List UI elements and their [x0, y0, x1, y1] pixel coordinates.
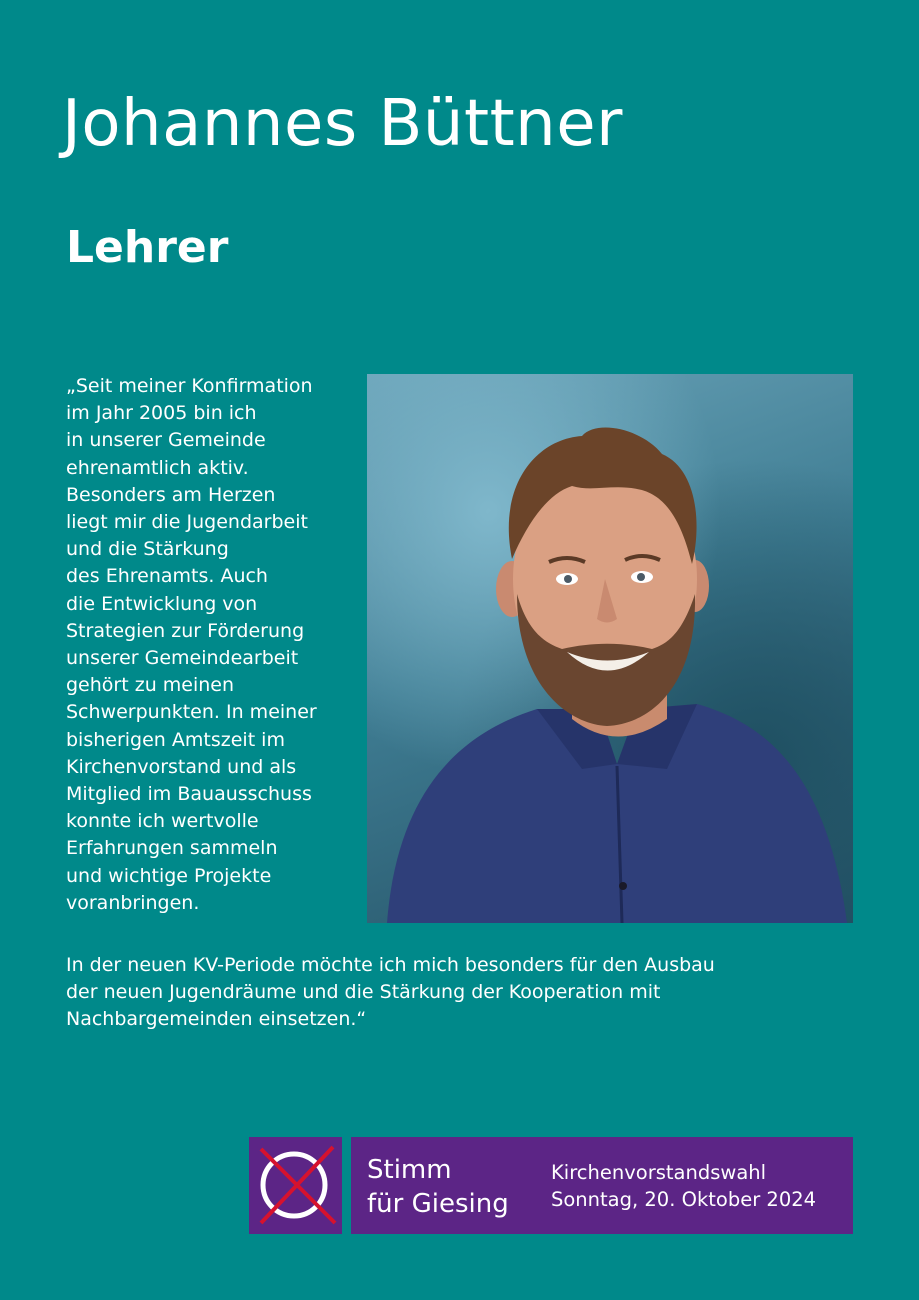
closing-line: der neuen Jugendräume und die Stärkung der Kooperation mit	[66, 981, 661, 1004]
candidate-name: Johannes Büttner	[62, 87, 623, 161]
statement-line: voranbringen.	[66, 891, 200, 914]
statement-line: liegt mir die Jugendarbeit	[66, 511, 308, 534]
candidate-role: Lehrer	[66, 222, 229, 273]
portrait-illustration	[367, 374, 853, 923]
statement-line: Erfahrungen sammeln	[66, 837, 278, 860]
portrait-photo	[367, 374, 853, 923]
statement-line: die Entwicklung von	[66, 592, 258, 615]
statement-closing	[66, 952, 826, 1034]
election-title: Kirchenvorstandswahl	[551, 1161, 767, 1184]
statement-line: konnte ich wertvolle	[66, 810, 259, 833]
statement-line: gehört zu meinen	[66, 674, 235, 697]
statement-line: bisherigen Amtszeit im	[66, 728, 285, 751]
statement-line: ehrenamtlich aktiv.	[66, 456, 249, 479]
statement-line: Strategien zur Förderung	[66, 619, 305, 642]
statement-line: des Ehrenamts. Auch	[66, 565, 268, 588]
election-info	[551, 1159, 816, 1213]
closing-line: In der neuen KV-Periode möchte ich mich besonders für den Ausbau	[66, 954, 715, 976]
statement-line: unserer Gemeindearbeit	[66, 647, 299, 670]
statement-line: und wichtige Projekte	[66, 864, 272, 887]
statement-line: Besonders am Herzen	[66, 483, 276, 506]
statement-line: Mitglied im Bauausschuss	[66, 783, 312, 806]
statement-quote	[66, 373, 356, 917]
statement-line: und die Stärkung	[66, 538, 229, 561]
ballot-cross-icon	[249, 1137, 342, 1234]
closing-line: Nachbargemeinden einsetzen.“	[66, 1008, 367, 1031]
campaign-line-1: Stimm	[367, 1155, 452, 1185]
election-banner	[351, 1137, 853, 1234]
ballot-logo	[249, 1137, 342, 1234]
statement-line: Schwerpunkten. In meiner	[66, 701, 317, 724]
statement-line: Kirchenvorstand und als	[66, 755, 297, 778]
campaign-line-2: für Giesing	[367, 1189, 509, 1219]
statement-line: in unserer Gemeinde	[66, 429, 266, 452]
campaign-slogan	[367, 1153, 509, 1221]
election-date: Sonntag, 20. Oktober 2024	[551, 1188, 817, 1211]
statement-line: im Jahr 2005 bin ich	[66, 402, 257, 425]
statement-line: „Seit meiner Konfirmation	[66, 375, 313, 397]
